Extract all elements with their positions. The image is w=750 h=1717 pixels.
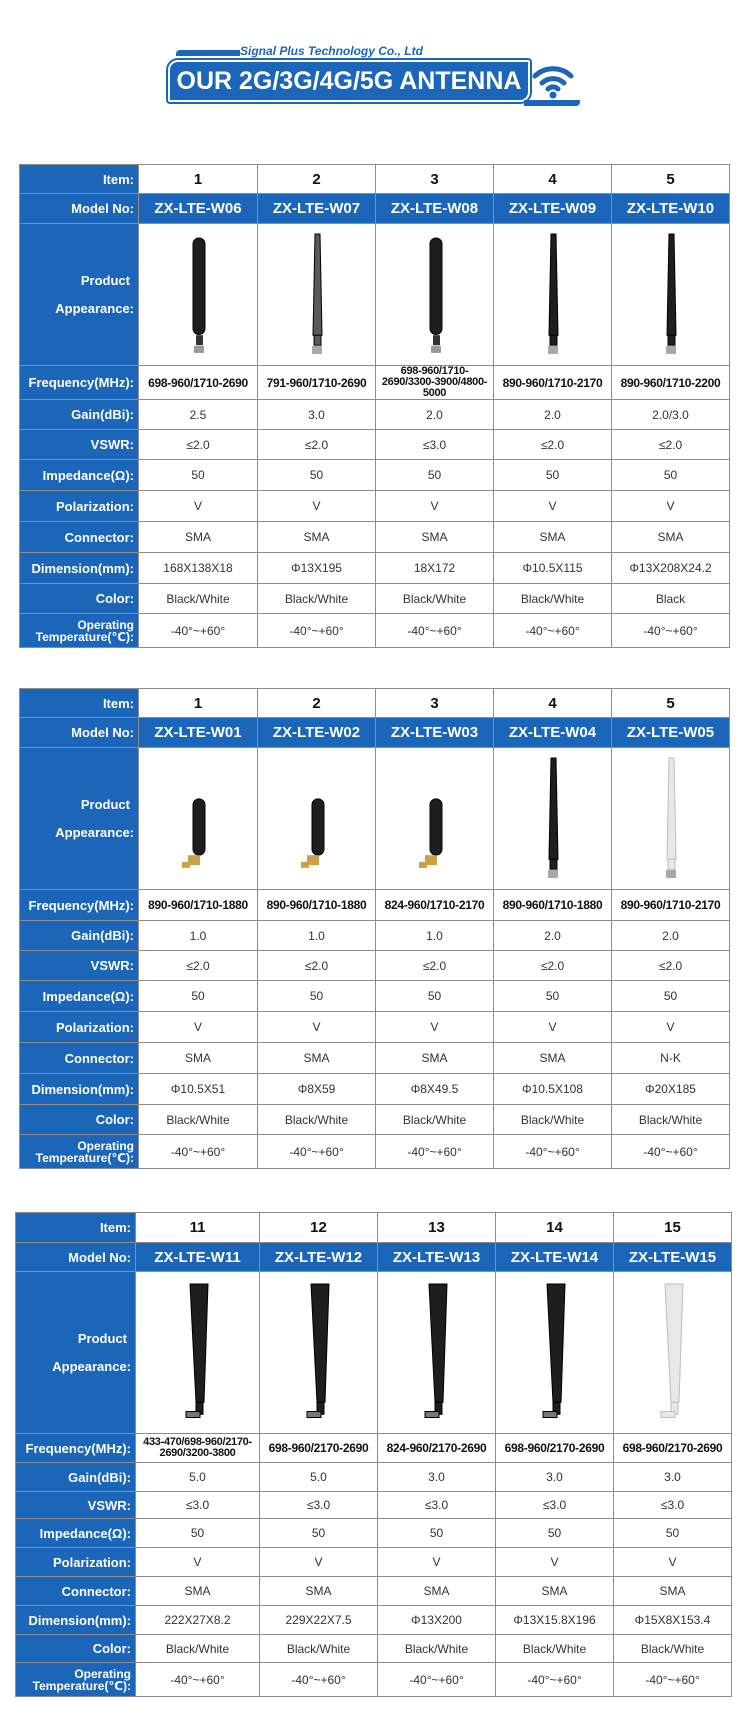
impedance-label: Impedance(Ω):	[20, 460, 139, 491]
vswr-value: ≤2.0	[494, 430, 612, 460]
product-image	[494, 748, 612, 890]
model-number: ZX-LTE-W01	[139, 718, 258, 748]
dimension-label: Dimension(mm):	[20, 1074, 139, 1105]
frequency-label: Frequency(MHz):	[20, 366, 139, 400]
temperature-value: -40°~+60°	[258, 1135, 376, 1169]
frequency-value: 433-470/698-960/2170-2690/3200-3800	[136, 1434, 260, 1463]
impedance-value: 50	[378, 1519, 496, 1548]
frequency-value: 890-960/1710-1880	[258, 890, 376, 921]
antenna-icon	[287, 752, 347, 886]
appearance-label	[20, 748, 139, 890]
polarization-value: V	[612, 1012, 730, 1043]
model-number: ZX-LTE-W12	[260, 1243, 378, 1272]
product-image	[614, 1272, 732, 1434]
spec-row	[16, 1519, 732, 1548]
gain-value: 2.5	[139, 400, 258, 430]
dimension-value: Φ13X208X24.2	[612, 553, 730, 584]
connector-value: SMA	[258, 522, 376, 553]
spec-row	[20, 614, 730, 648]
product-image	[376, 224, 494, 366]
spec-row	[16, 1606, 732, 1635]
company-name: Signal Plus Technology Co., Ltd	[240, 44, 423, 58]
dimension-value: Φ8X49.5	[376, 1074, 494, 1105]
frequency-value: 890-960/1710-2200	[612, 366, 730, 400]
temperature-value: -40°~+60°	[494, 1135, 612, 1169]
vswr-value: ≤2.0	[612, 951, 730, 981]
appearance-label	[20, 224, 139, 366]
model-number: ZX-LTE-W09	[494, 194, 612, 224]
polarization-value: V	[139, 491, 258, 522]
dimension-value: 229X22X7.5	[260, 1606, 378, 1635]
model-number: ZX-LTE-W14	[496, 1243, 614, 1272]
appearance-label-text: Appearance:	[55, 300, 134, 316]
appearance-label-text: Appearance:	[55, 824, 134, 840]
product-label: Product	[77, 1330, 127, 1346]
temperature-value: -40°~+60°	[612, 614, 730, 648]
temperature-value: -40°~+60°	[378, 1663, 496, 1697]
frequency-value: 824-960/1710-2170	[376, 890, 494, 921]
polarization-value: V	[258, 1012, 376, 1043]
dimension-value: Φ10.5X115	[494, 553, 612, 584]
item-number: 1	[139, 165, 258, 194]
color-value: Black/White	[139, 1105, 258, 1135]
impedance-value: 50	[612, 460, 730, 491]
spec-row	[20, 460, 730, 491]
impedance-value: 50	[494, 981, 612, 1012]
spec-row	[20, 981, 730, 1012]
vswr-value: ≤2.0	[612, 430, 730, 460]
connector-value: SMA	[494, 1043, 612, 1074]
frequency-label: Frequency(MHz):	[20, 890, 139, 921]
spec-row	[20, 1074, 730, 1105]
impedance-value: 50	[260, 1519, 378, 1548]
gain-label: Gain(dBi):	[16, 1463, 136, 1492]
item-number: 12	[260, 1213, 378, 1243]
product-image	[136, 1272, 260, 1434]
spec-row	[20, 400, 730, 430]
frequency-value: 698-960/2170-2690	[614, 1434, 732, 1463]
item-number: 4	[494, 689, 612, 718]
antenna-icon	[525, 1276, 585, 1430]
color-value: Black/White	[376, 1105, 494, 1135]
color-value: Black/White	[612, 1105, 730, 1135]
spec-row	[16, 1463, 732, 1492]
frequency-label: Frequency(MHz):	[16, 1434, 136, 1463]
spec-row	[16, 1548, 732, 1577]
model-number: ZX-LTE-W05	[612, 718, 730, 748]
page-title: OUR 2G/3G/4G/5G ANTENNA	[168, 60, 530, 102]
temperature-value: -40°~+60°	[139, 1135, 258, 1169]
vswr-label: VSWR:	[20, 430, 139, 460]
product-image	[139, 224, 258, 366]
dimension-label: Dimension(mm):	[16, 1606, 136, 1635]
spec-row	[20, 1135, 730, 1169]
model-label: Model No:	[16, 1243, 136, 1272]
model-number: ZX-LTE-W13	[378, 1243, 496, 1272]
vswr-label: VSWR:	[16, 1492, 136, 1519]
connector-value: SMA	[612, 522, 730, 553]
frequency-value: 824-960/2170-2690	[378, 1434, 496, 1463]
antenna-icon	[643, 1276, 703, 1430]
impedance-value: 50	[614, 1519, 732, 1548]
polarization-label: Polarization:	[16, 1548, 136, 1577]
spec-row	[16, 1663, 732, 1697]
connector-value: SMA	[258, 1043, 376, 1074]
spec-row	[20, 748, 730, 890]
antenna-icon	[168, 228, 228, 362]
vswr-value: ≤3.0	[378, 1492, 496, 1519]
model-number: ZX-LTE-W11	[136, 1243, 260, 1272]
item-number: 13	[378, 1213, 496, 1243]
vswr-value: ≤3.0	[496, 1492, 614, 1519]
operating-label: Operating	[77, 617, 134, 632]
gain-value: 2.0	[376, 400, 494, 430]
gain-value: 1.0	[376, 921, 494, 951]
model-number: ZX-LTE-W15	[614, 1243, 732, 1272]
antenna-icon	[289, 1276, 349, 1430]
connector-value: SMA	[260, 1577, 378, 1606]
color-value: Black/White	[378, 1635, 496, 1663]
spec-row	[20, 1105, 730, 1135]
antenna-icon	[168, 752, 228, 886]
product-image	[258, 748, 376, 890]
impedance-value: 50	[612, 981, 730, 1012]
product-image	[612, 224, 730, 366]
vswr-value: ≤3.0	[136, 1492, 260, 1519]
impedance-value: 50	[376, 981, 494, 1012]
vswr-value: ≤3.0	[376, 430, 494, 460]
gain-value: 3.0	[614, 1463, 732, 1492]
connector-value: SMA	[494, 522, 612, 553]
item-number: 11	[136, 1213, 260, 1243]
spec-row	[16, 1243, 732, 1272]
header-banner	[168, 44, 580, 114]
item-number: 3	[376, 165, 494, 194]
model-number: ZX-LTE-W08	[376, 194, 494, 224]
item-label: Item:	[16, 1213, 136, 1243]
spec-row	[20, 194, 730, 224]
dimension-label: Dimension(mm):	[20, 553, 139, 584]
dimension-value: Φ13X200	[378, 1606, 496, 1635]
item-number: 2	[258, 689, 376, 718]
wifi-icon	[530, 58, 576, 104]
frequency-value: 698-960/2170-2690	[496, 1434, 614, 1463]
antenna-icon	[287, 228, 347, 362]
spec-row	[20, 718, 730, 748]
connector-value: SMA	[136, 1577, 260, 1606]
temperature-value: -40°~+60°	[139, 614, 258, 648]
product-label: Product	[80, 796, 130, 812]
spec-table	[19, 688, 730, 1169]
dimension-value: Φ8X59	[258, 1074, 376, 1105]
temperature-value: -40°~+60°	[494, 614, 612, 648]
connector-label: Connector:	[20, 522, 139, 553]
frequency-value: 791-960/1710-2690	[258, 366, 376, 400]
model-number: ZX-LTE-W10	[612, 194, 730, 224]
item-number: 5	[612, 165, 730, 194]
gain-value: 2.0	[612, 921, 730, 951]
connector-value: SMA	[376, 522, 494, 553]
polarization-value: V	[496, 1548, 614, 1577]
product-label: Product	[80, 272, 130, 288]
connector-value: SMA	[139, 522, 258, 553]
antenna-icon	[641, 752, 701, 886]
polarization-value: V	[378, 1548, 496, 1577]
item-number: 5	[612, 689, 730, 718]
model-label: Model No:	[20, 194, 139, 224]
appearance-label-text: Appearance:	[52, 1358, 131, 1374]
dimension-value: Φ10.5X51	[139, 1074, 258, 1105]
vswr-value: ≤3.0	[614, 1492, 732, 1519]
gain-value: 2.0/3.0	[612, 400, 730, 430]
dimension-value: Φ13X195	[258, 553, 376, 584]
vswr-label: VSWR:	[20, 951, 139, 981]
spec-row	[20, 689, 730, 718]
temperature-value: -40°~+60°	[376, 614, 494, 648]
impedance-label: Impedance(Ω):	[20, 981, 139, 1012]
item-label: Item:	[20, 165, 139, 194]
polarization-value: V	[494, 1012, 612, 1043]
polarization-value: V	[260, 1548, 378, 1577]
product-image	[260, 1272, 378, 1434]
item-number: 4	[494, 165, 612, 194]
frequency-value: 890-960/1710-1880	[494, 890, 612, 921]
polarization-value: V	[139, 1012, 258, 1043]
gain-label: Gain(dBi):	[20, 921, 139, 951]
polarization-value: V	[494, 491, 612, 522]
temperature-label	[16, 1663, 136, 1697]
item-number: 14	[496, 1213, 614, 1243]
impedance-value: 50	[258, 460, 376, 491]
polarization-value: V	[136, 1548, 260, 1577]
color-value: Black	[612, 584, 730, 614]
polarization-label: Polarization:	[20, 1012, 139, 1043]
color-value: Black/White	[260, 1635, 378, 1663]
impedance-value: 50	[496, 1519, 614, 1548]
antenna-icon	[405, 752, 465, 886]
frequency-value: 890-960/1710-1880	[139, 890, 258, 921]
frequency-value: 698-960/1710-2690	[139, 366, 258, 400]
gain-label: Gain(dBi):	[20, 400, 139, 430]
vswr-value: ≤2.0	[139, 951, 258, 981]
vswr-value: ≤2.0	[494, 951, 612, 981]
connector-value: N-K	[612, 1043, 730, 1074]
antenna-icon	[168, 1276, 228, 1430]
temperature-value: -40°~+60°	[496, 1663, 614, 1697]
connector-value: SMA	[614, 1577, 732, 1606]
polarization-value: V	[376, 1012, 494, 1043]
spec-table	[15, 1212, 732, 1697]
color-value: Black/White	[494, 584, 612, 614]
model-number: ZX-LTE-W03	[376, 718, 494, 748]
color-value: Black/White	[614, 1635, 732, 1663]
product-image	[139, 748, 258, 890]
polarization-value: V	[376, 491, 494, 522]
connector-value: SMA	[496, 1577, 614, 1606]
impedance-value: 50	[494, 460, 612, 491]
temperature-value: -40°~+60°	[136, 1663, 260, 1697]
product-image	[258, 224, 376, 366]
spec-row	[20, 491, 730, 522]
color-label: Color:	[16, 1635, 136, 1663]
impedance-value: 50	[258, 981, 376, 1012]
vswr-value: ≤2.0	[139, 430, 258, 460]
temperature-value: -40°~+60°	[614, 1663, 732, 1697]
gain-value: 2.0	[494, 400, 612, 430]
spec-row	[16, 1635, 732, 1663]
color-value: Black/White	[496, 1635, 614, 1663]
dimension-value: Φ10.5X108	[494, 1074, 612, 1105]
spec-row	[20, 553, 730, 584]
item-number: 3	[376, 689, 494, 718]
color-value: Black/White	[258, 1105, 376, 1135]
spec-row	[20, 584, 730, 614]
connector-value: SMA	[139, 1043, 258, 1074]
banner-accent-top	[176, 50, 240, 56]
temperature-value: -40°~+60°	[258, 614, 376, 648]
vswr-value: ≤2.0	[258, 951, 376, 981]
connector-label: Connector:	[16, 1577, 136, 1606]
item-label: Item:	[20, 689, 139, 718]
impedance-label: Impedance(Ω):	[16, 1519, 136, 1548]
antenna-icon	[641, 228, 701, 362]
temperature-label-text: Temperature(℃):	[32, 1678, 131, 1693]
temperature-value: -40°~+60°	[260, 1663, 378, 1697]
impedance-value: 50	[376, 460, 494, 491]
product-image	[378, 1272, 496, 1434]
vswr-value: ≤2.0	[376, 951, 494, 981]
spec-row	[20, 921, 730, 951]
connector-label: Connector:	[20, 1043, 139, 1074]
color-value: Black/White	[494, 1105, 612, 1135]
product-image	[376, 748, 494, 890]
spec-row	[20, 522, 730, 553]
connector-value: SMA	[376, 1043, 494, 1074]
antenna-icon	[523, 228, 583, 362]
frequency-value: 698-960/2170-2690	[260, 1434, 378, 1463]
banner-accent-bottom	[524, 100, 580, 106]
dimension-value: 18X172	[376, 553, 494, 584]
spec-row	[16, 1492, 732, 1519]
antenna-icon	[405, 228, 465, 362]
dimension-value: Φ13X15.8X196	[496, 1606, 614, 1635]
spec-row	[20, 430, 730, 460]
spec-row	[20, 951, 730, 981]
frequency-value: 890-960/1710-2170	[494, 366, 612, 400]
model-label: Model No:	[20, 718, 139, 748]
gain-value: 5.0	[136, 1463, 260, 1492]
appearance-label	[16, 1272, 136, 1434]
temperature-label	[20, 1135, 139, 1169]
product-image	[496, 1272, 614, 1434]
gain-value: 1.0	[139, 921, 258, 951]
spec-row	[16, 1577, 732, 1606]
spec-row	[20, 1012, 730, 1043]
spec-row	[20, 890, 730, 921]
dimension-value: Φ15X8X153.4	[614, 1606, 732, 1635]
spec-row	[16, 1213, 732, 1243]
product-image	[494, 224, 612, 366]
model-number: ZX-LTE-W02	[258, 718, 376, 748]
temperature-label-text: Temperature(℃):	[35, 629, 134, 644]
operating-label: Operating	[77, 1138, 134, 1153]
antenna-icon	[407, 1276, 467, 1430]
spec-row	[20, 224, 730, 366]
spec-row	[16, 1272, 732, 1434]
temperature-label	[20, 614, 139, 648]
impedance-value: 50	[136, 1519, 260, 1548]
item-number: 1	[139, 689, 258, 718]
color-value: Black/White	[258, 584, 376, 614]
model-number: ZX-LTE-W07	[258, 194, 376, 224]
spec-row	[16, 1434, 732, 1463]
polarization-value: V	[612, 491, 730, 522]
spec-row	[20, 165, 730, 194]
frequency-value: 698-960/1710-2690/3300-3900/4800-5000	[376, 366, 494, 400]
dimension-value: 222X27X8.2	[136, 1606, 260, 1635]
antenna-icon	[523, 752, 583, 886]
spec-row	[20, 1043, 730, 1074]
impedance-value: 50	[139, 981, 258, 1012]
color-label: Color:	[20, 584, 139, 614]
temperature-value: -40°~+60°	[612, 1135, 730, 1169]
model-number: ZX-LTE-W06	[139, 194, 258, 224]
product-image	[612, 748, 730, 890]
polarization-value: V	[258, 491, 376, 522]
polarization-label: Polarization:	[20, 491, 139, 522]
operating-label: Operating	[74, 1666, 131, 1681]
model-number: ZX-LTE-W04	[494, 718, 612, 748]
gain-value: 5.0	[260, 1463, 378, 1492]
dimension-value: 168X138X18	[139, 553, 258, 584]
item-number: 2	[258, 165, 376, 194]
impedance-value: 50	[139, 460, 258, 491]
vswr-value: ≤3.0	[260, 1492, 378, 1519]
color-label: Color:	[20, 1105, 139, 1135]
polarization-value: V	[614, 1548, 732, 1577]
connector-value: SMA	[378, 1577, 496, 1606]
gain-value: 2.0	[494, 921, 612, 951]
temperature-value: -40°~+60°	[376, 1135, 494, 1169]
gain-value: 3.0	[378, 1463, 496, 1492]
color-value: Black/White	[136, 1635, 260, 1663]
dimension-value: Φ20X185	[612, 1074, 730, 1105]
spec-table	[19, 164, 730, 648]
color-value: Black/White	[139, 584, 258, 614]
spec-row	[20, 366, 730, 400]
gain-value: 1.0	[258, 921, 376, 951]
color-value: Black/White	[376, 584, 494, 614]
gain-value: 3.0	[258, 400, 376, 430]
vswr-value: ≤2.0	[258, 430, 376, 460]
frequency-value: 890-960/1710-2170	[612, 890, 730, 921]
gain-value: 3.0	[496, 1463, 614, 1492]
temperature-label-text: Temperature(℃):	[35, 1150, 134, 1165]
item-number: 15	[614, 1213, 732, 1243]
